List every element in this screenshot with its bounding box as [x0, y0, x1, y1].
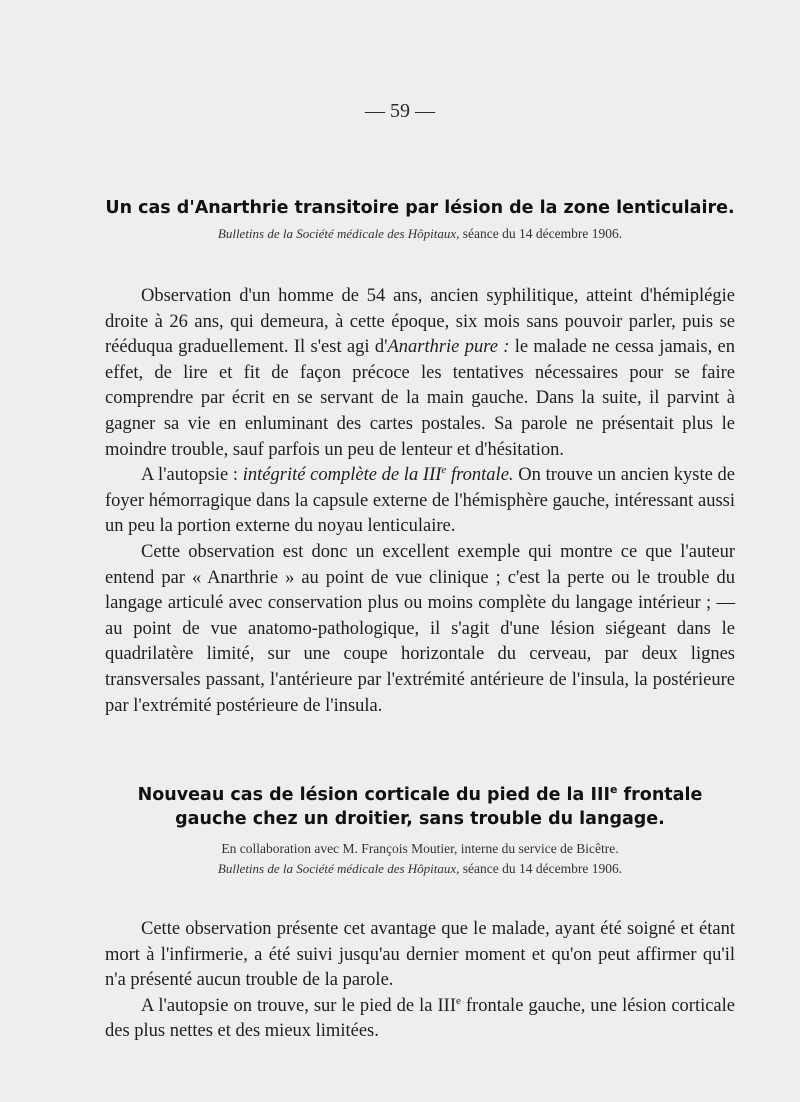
title-part: frontale gauche chez un droitier, sans trouble du langage. [175, 785, 703, 829]
paragraph: Cette observation est donc un excellent exemple qui montre ce que l'auteur entend par « Anarthrie » au point de vue clinique ; c'est la perte ou le trouble du langage articulé avec conservation plus ou moins complète du langage intérieur ; — au point de vue anatomo-pathologique, il s'agit d'une lésion siégeant dans le quadrilatère limité, sur une coupe horizontale du cerveau, par deux lignes transversales passant, l'antérieure par l'extrémité antérieure de l'insula, la postérieure par l'extrémité postérieure de l'insula. [105, 541, 735, 716]
article-lesion-corticale [105, 783, 735, 1045]
superscript: e [610, 783, 618, 797]
page-number: — 59 — [365, 100, 435, 122]
article-anarthrie [105, 196, 735, 719]
emphasis-part: frontale. [446, 465, 514, 486]
article-body [105, 917, 735, 1045]
session-date: séance du 14 décembre 1906. [459, 861, 623, 876]
article-body [105, 284, 735, 719]
paragraph-text: A l'autopsie on trouve, sur le pied de la III [141, 995, 456, 1016]
article-reference [105, 224, 735, 244]
emphasis-part: intégrité complète de la III [242, 465, 442, 486]
emphasis-text: Anarthrie pure : [387, 337, 510, 358]
paragraph-text: A l'autopsie : [141, 465, 243, 486]
emphasis-text [243, 465, 514, 485]
journal-name: Bulletins de la Société médicale des Hôpitaux, [217, 226, 460, 241]
paragraph-text: On trouve un ancien kyste de foyer hémorragique dans la capsule externe de l'hémisphère gauche, intéressant aussi un peu la portion externe du noyau lenticulaire. [105, 465, 735, 537]
paragraph [105, 463, 735, 540]
session-date: séance du 14 décembre 1906. [459, 226, 623, 241]
paragraph [105, 284, 735, 463]
paragraph-text: le malade ne cessa jamais, en effet, de lire et fit de façon précoce les tentatives nécessaires pour se faire comprendre par écrit en se servant de la main gauche. Dans la suite, il parvint à gagner sa vie en enluminant des cartes postales. Sa parole ne présentait plus le moindre trouble, sauf parfois un peu de lenteur et d'hésitation. [105, 337, 736, 460]
superscript: e [441, 464, 447, 476]
title-part: Nouveau cas de lésion corticale du pied de la III [137, 785, 610, 805]
article-reference [105, 859, 735, 879]
article-title [105, 783, 735, 831]
paragraph: Cette observation présente cet avantage que le malade, ayant été soigné et étant mort à l'infirmerie, a été suivi jusqu'au dernier moment et qu'on peut affirmer qu'il n'a présenté aucun trouble de la parole. [105, 919, 735, 991]
collaboration-note: En collaboration avec M. François Moutier, interne du service de Bicêtre. [221, 841, 619, 856]
paragraph-text: Observation d'un homme de 54 ans, ancien syphilitique, atteint d'hémiplégie droite à 26 ans, qui demeura, à cette époque, six mois sans pouvoir parler, puis se rééduqua graduellement. Il s'est agi d' [105, 286, 735, 358]
paragraph [105, 994, 735, 1045]
article-title: Un cas d'Anarthrie transitoire par lésion de la zone lenticulaire. [105, 198, 735, 218]
superscript: e [455, 994, 461, 1007]
journal-name: Bulletins de la Société médicale des Hôpitaux, [217, 861, 460, 876]
paragraph-text: frontale gauche, une lésion corticale des plus nettes et des mieux limitées. [105, 995, 735, 1042]
